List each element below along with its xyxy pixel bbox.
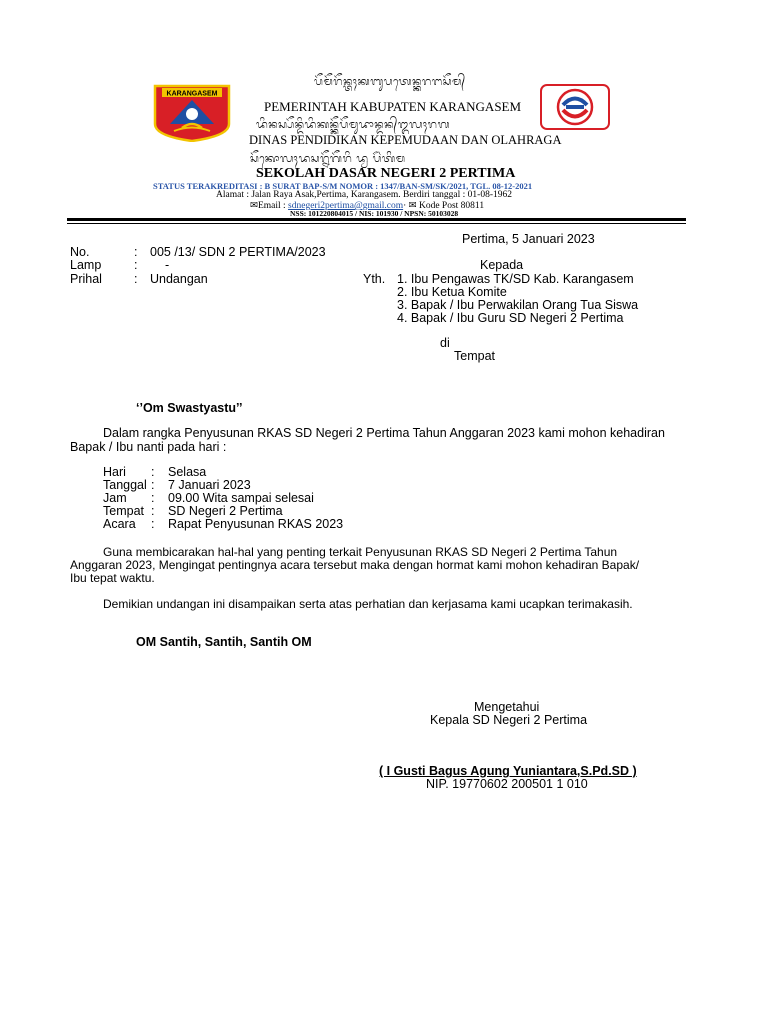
body-line: Anggaran 2023, Mengingat pentingnya acara tersebut maka dengan hormat kami mohon kehadiran Bapak/ [70,558,640,572]
lamp-colon: : [134,258,138,272]
detail-value: SD Negeri 2 Pertima [168,504,283,518]
detail-colon: : [151,517,155,531]
lamp-label: Lamp [70,258,102,272]
logo-karangasem-text: KARANGASEM [166,90,218,98]
detail-label: Acara [103,517,136,531]
recipient-item: 1. Ibu Pengawas TK/SD Kab. Karangasem [397,272,634,286]
tempat-label: Tempat [454,349,495,363]
closing-greeting: OM Santih, Santih, Santih OM [136,635,312,649]
email-link[interactable]: sdnegeri2pertima@gmail.com [288,201,404,211]
prihal-value: Undangan [150,272,208,286]
no-colon: : [134,245,138,259]
letter-date: Pertima, 5 Januari 2023 [462,232,595,246]
postal-code: Kode Post 80811 [416,201,485,211]
email-label: Email : [257,201,289,211]
intro-line: Bapak / Ibu nanti pada hari : [70,440,227,454]
recipient-item: 3. Bapak / Ibu Perwakilan Orang Tua Siswa [397,298,639,312]
recipient-item: 4. Bapak / Ibu Guru SD Negeri 2 Pertima [397,311,624,325]
intro-line: Dalam rangka Penyusunan RKAS SD Negeri 2 Pertima Tahun Anggaran 2023 kami mohon kehadiran [103,426,665,440]
body-line: Ibu tepat waktu. [70,571,155,585]
mengetahui-label: Mengetahui [474,700,540,714]
detail-value: Selasa [168,465,207,479]
detail-value: Rapat Penyusunan RKAS 2023 [168,517,344,531]
detail-value: 09.00 Wita sampai selesai [168,491,314,505]
balinese-script-department: ᬤᬶᬦᬲ᭄ᬧᭂᬦ᭄ᬤᬶᬤᬶᬓᬦ᭄ᬓᭂᬧᭂᬫᬸᬤᬵᬦ᭄ᬤᬦ᭄ᬑᬮᬄᬭᬕ [256,118,450,131]
lamp-value: - [165,258,170,272]
detail-colon: : [151,491,155,505]
signatory-nip: NIP. 19770602 200501 1 010 [426,777,588,791]
school-address: Alamat : Jalan Raya Asak,Pertima, Karangasem. Berdiri tanggal : 01-08-1962 [216,190,513,200]
email-icon: ✉ [250,201,258,211]
school-ids: NSS: 101220804015 / NIS: 101930 / NPSN: 50103028 [290,209,459,218]
detail-value: 7 Januari 2023 [168,478,251,492]
balinese-script-school: ᬲᭂᬓᭀᬮᬄᬤᬲᬭ᭄ᬦᭂᬕᭂᬭᬶ ᬤ᭄ᬯ ᬧᭂᬃᬢᬶᬫ [250,152,406,165]
signatory-name: ( I Gusti Bagus Agung Yuniantara,S.Pd.SD ) [379,764,637,778]
opening-greeting: ‘’Om Swastyastu’’ [136,401,243,415]
letter-number: 005 /13/ SDN 2 PERTIMA/2023 [150,245,326,259]
balinese-script-government: ᬧᭂᬫᭂᬭᭂᬦ᭄ᬢᬄᬓᬩᬸᬧᬢᬾᬦ᭄ᬓᬭᬗᬲᭂᬫ᭄ [314,75,466,88]
school-heading: SEKOLAH DASAR NEGERI 2 PERTIMA [256,166,516,181]
body-line: Guna membicarakan hal-hal yang penting terkait Penyusunan RKAS SD Negeri 2 Pertima Tahun [103,545,618,559]
karangasem-regency-logo [152,84,232,142]
letterhead-divider [67,218,686,221]
department-heading: DINAS PENDIDIKAN KEPEMUDAAN DAN OLAHRAGA [249,133,562,147]
detail-label: Jam [103,491,127,505]
detail-label: Hari [103,465,126,479]
accreditation-status: STATUS TERAKREDITASI : B SURAT BAP-S/M NOMOR : 1347/BAN-SM/SK/2021, TGL. 08-12-2021 [153,181,533,191]
detail-colon: : [151,478,155,492]
detail-label: Tanggal [103,478,147,492]
yth-label: Yth. [363,272,386,286]
government-heading: PEMERINTAH KABUPATEN KARANGASEM [264,99,522,114]
detail-label: Tempat [103,504,144,518]
signatory-position: Kepala SD Negeri 2 Pertima [430,713,588,727]
recipient-item: 2. Ibu Ketua Komite [397,285,507,299]
prihal-colon: : [134,272,138,286]
detail-colon: : [151,465,155,479]
di-label: di [440,336,450,350]
closing-line: Demikian undangan ini disampaikan serta atas perhatian dan kerjasama kami ucapkan terimakasih. [103,597,633,611]
letterhead-divider-thin [67,223,686,224]
prihal-label: Prihal [70,272,102,286]
school-logo [539,83,611,131]
no-label: No. [70,245,90,259]
detail-colon: : [151,504,155,518]
postal-icon: ​· ✉ [403,201,417,211]
kepada-label: Kepada [480,258,524,272]
